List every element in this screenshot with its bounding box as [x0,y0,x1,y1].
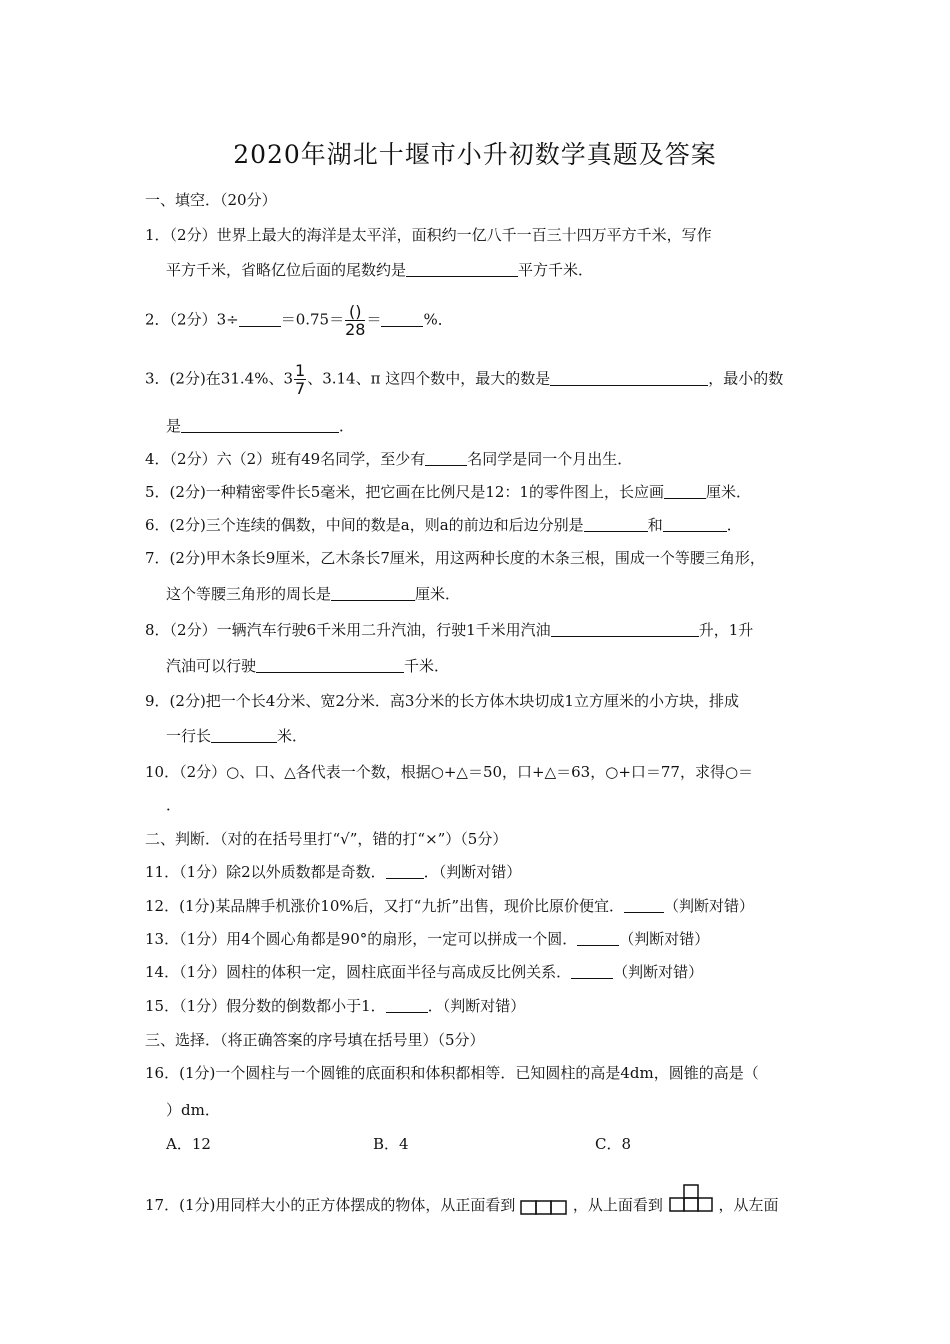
q12-text-b: （判断对错） [664,897,755,915]
answer-blank[interactable] [663,515,727,532]
option-a[interactable]: A．12 [166,1135,211,1153]
answer-blank[interactable] [550,369,708,386]
q6-text-c: ． [726,516,742,534]
question-13 [145,929,709,949]
q2-text-a: 2．（2分）3÷ [145,310,239,329]
q1-text-a: 1．（2分）世界上最大的海洋是太平洋，面积约一亿八千一百三十四万平方千米，写作 [145,226,712,244]
answer-blank[interactable] [584,515,648,532]
answer-blank[interactable] [181,416,339,433]
q5-text-a: 5．(2分)一种精密零件长5毫米，把它画在比例尺是12：1的零件图上，长应画 [145,483,664,501]
question-6 [145,515,742,535]
question-5 [145,482,751,502]
q14-text-a: 14．（1分）圆柱的体积一定，圆柱底面半径与高成反比例关系． [145,963,572,981]
q8-text-d: 千米． [404,657,450,675]
answer-blank[interactable] [239,310,281,327]
q8-text-c: 汽油可以行驶 [166,657,257,675]
q2-text-d: %． [423,310,453,329]
q4-text-b: 名同学是同一个月出生． [467,450,633,468]
question-15 [145,996,525,1016]
q12-text-a: 12．(1分)某品牌手机涨价10%后，又打“九折”出售，现价比原价便宜． [145,897,625,915]
option-b[interactable]: B．4 [373,1135,409,1153]
answer-blank[interactable] [571,962,613,979]
top-view-figure [668,1184,714,1214]
answer-blank[interactable] [624,896,664,913]
q13-text-a: 13．（1分）用4个圆心角都是90°的扇形，一定可以拼成一个圆． [145,930,578,948]
q1-text-c: 平方千米． [518,261,594,279]
front-view-figure [520,1198,568,1216]
fraction-denominator: 7 [295,379,306,398]
q15-text-a: 15．（1分）假分数的倒数都小于1． [145,997,386,1015]
q17-text-c: ，从左面 [718,1196,779,1214]
section-1-heading: 一、填空．（20分） [145,191,277,209]
q11-text-a: 11．（1分）除2以外质数都是奇数． [145,863,386,881]
q9-text-b: 一行长 [166,727,212,745]
q3-text-e: ． [339,417,355,435]
question-14 [145,962,703,982]
q5-text-b: 厘米． [705,483,751,501]
question-8-line-1 [145,620,753,640]
q3-text-c: ，最小的数 [708,369,784,388]
question-9-line-2 [166,726,307,746]
fraction-numerator: () [345,303,365,321]
question-17 [145,1184,779,1216]
question-16-options [166,1134,631,1154]
q3-text-d: 是 [166,417,182,435]
answer-blank[interactable] [211,726,277,743]
answer-blank[interactable] [331,584,415,601]
fraction [345,303,365,338]
answer-blank[interactable] [256,656,404,673]
answer-blank[interactable] [425,449,467,466]
question-10-line-2: ． [166,796,182,814]
q7-text-b: 这个等腰三角形的周长是 [166,585,332,603]
q14-text-b: （判断对错） [613,963,704,981]
q8-text-a: 8．（2分）一辆汽车行驶6千米用二升汽油，行驶1千米用汽油 [145,621,551,639]
option-c[interactable]: C．8 [595,1135,632,1153]
q17-text-b: ，从上面看到 [572,1196,663,1214]
answer-blank[interactable] [551,620,699,637]
q4-text-a: 4．（2分）六（2）班有49名同学，至少有 [145,450,426,468]
question-7-line-2 [166,584,460,604]
question-11 [145,862,521,882]
q7-text-c: 厘米． [415,585,461,603]
q15-text-b: ．（判断对错） [427,997,526,1015]
q11-text-b: ．（判断对错） [423,863,522,881]
question-8-line-2 [166,656,449,676]
answer-blank[interactable] [386,996,428,1013]
question-16-line-1: 16．(1分)一个圆柱与一个圆锥的底面积和体积都相等．已知圆柱的高是4dm，圆锥的高是（ [145,1064,759,1082]
question-1-line-2 [166,260,593,280]
answer-blank[interactable] [406,260,518,277]
section-2-heading: 二、判断．（对的在括号里打“√”，错的打“×”）（5分） [145,830,508,848]
q6-text-b: 和 [647,516,663,534]
answer-blank[interactable] [577,929,619,946]
question-4 [145,449,632,469]
q17-text-a: 17．(1分)用同样大小的正方体摆成的物体，从正面看到 [145,1196,516,1214]
q3-text-a: 3．(2分)在31.4%、3 [145,369,293,388]
answer-blank[interactable] [386,862,424,879]
question-3-line-2 [166,416,354,436]
q13-text-b: （判断对错） [619,930,710,948]
question-12 [145,896,754,916]
question-1-line-1 [145,225,712,245]
question-9-line-1: 9．(2分)把一个长4分米、宽2分米．高3分米的长方体木块切成1立方厘米的小方块，排成 [145,692,739,710]
section-3-heading: 三、选择．（将正确答案的序号填在括号里）（5分） [145,1031,485,1049]
fraction [294,362,306,397]
q2-text-b: ＝0.75＝ [280,310,345,329]
question-3-line-1 [145,362,783,397]
question-2 [145,303,453,338]
q1-text-b: 平方千米，省略亿位后面的尾数约是 [166,261,407,279]
q3-text-b: 、3.14、π 这四个数中，最大的数是 [307,369,551,388]
page-title: 2020年湖北十堰市小升初数学真题及答案 [233,140,717,169]
answer-blank[interactable] [381,310,423,327]
fraction-numerator: 1 [295,361,306,380]
question-16-line-2: ）dm． [166,1101,220,1119]
fraction-denominator: 28 [345,320,366,339]
q8-text-b: 升，1升 [698,621,754,639]
q9-text-c: 米． [277,727,308,745]
answer-blank[interactable] [664,482,706,499]
q2-text-c: ＝ [366,310,382,329]
question-7-line-1: 7．(2分)甲木条长9厘米，乙木条长7厘米，用这两种长度的木条三根，围成一个等腰三角形， [145,549,765,567]
q6-text-a: 6．(2分)三个连续的偶数，中间的数是a，则a的前边和后边分别是 [145,516,584,534]
question-10-line-1: 10．（2分）○、口、△各代表一个数，根据○+△＝50，口+△＝63，○+口＝77，求得○＝ [145,763,754,781]
